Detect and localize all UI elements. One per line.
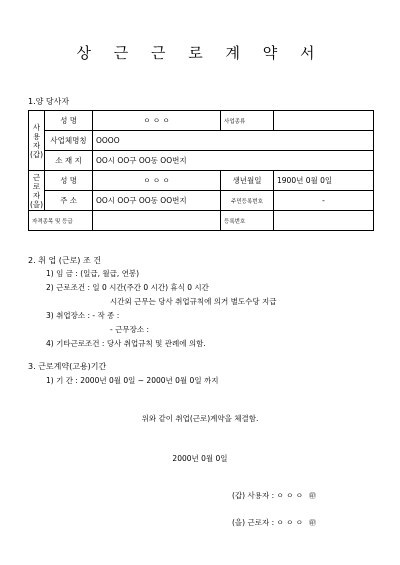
biz-name-value: OOOO	[93, 131, 374, 151]
section-parties-heading: 1.양 당사자	[28, 97, 70, 106]
employee-side-label: 근 로 자 (을)	[29, 172, 44, 209]
closing-statement: 위와 같이 취업(근로)계약을 체결함.	[141, 414, 259, 423]
section-period-heading: 3. 근로계약(고용)기간	[28, 362, 107, 371]
table-row	[29, 191, 374, 211]
resident-number-label: 주민등록번호	[221, 191, 274, 211]
document-title: 상 근 근 로 계 약 서	[76, 44, 324, 62]
working-hours-line: 2) 근로조건 : 일 0 시간(주간 0 시간) 휴식 0 시간	[46, 283, 209, 292]
section-conditions-heading: 2. 취 업 (근로) 조 건	[28, 256, 101, 265]
employee-signature	[232, 517, 316, 528]
birth-value: 1900년 0월 0일	[274, 171, 374, 191]
employee-name-value: ㅇ ㅇ ㅇ	[93, 171, 221, 191]
table-row	[29, 171, 374, 191]
address-label: 소 재 지	[45, 151, 93, 171]
employer-signature-text: (갑) 사용자 : ㅇ ㅇ ㅇ	[232, 491, 304, 500]
other-conditions-line: 4) 기타근로조건 : 당사 취업규칙 및 관례에 의함.	[46, 339, 206, 348]
license-value	[93, 211, 221, 231]
seal-icon: ㊞	[309, 519, 317, 527]
registration-label: 등록번호	[221, 211, 274, 231]
table-row	[29, 131, 374, 151]
address-value: OO시 OO구 OO동 OO번지	[93, 151, 374, 171]
employee-name-label: 성 명	[45, 171, 93, 191]
employer-name-label: 성 명	[45, 111, 93, 131]
contract-date: 2000년 0월 0일	[172, 454, 228, 463]
biz-type-value	[274, 111, 374, 131]
employer-signature	[232, 490, 316, 501]
birth-label: 생년월일	[221, 171, 274, 191]
table-row	[29, 211, 374, 231]
employer-name-value: ㅇ ㅇ ㅇ	[93, 111, 221, 131]
registration-value	[274, 211, 374, 231]
work-location-line: - 근무장소 :	[110, 325, 149, 334]
employer-side-label: 사 용 자 (갑)	[29, 111, 45, 171]
table-row	[29, 151, 374, 171]
period-line: 1) 기 간 : 2000년 0월 0일 ~ 2000년 0월 0일 까지	[46, 376, 219, 385]
license-label: 자격종목 및 등급	[29, 211, 93, 231]
employee-signature-text: (을) 근로자 : ㅇ ㅇ ㅇ	[232, 518, 304, 527]
table-row	[29, 111, 374, 131]
biz-type-label: 사업종류	[221, 111, 274, 131]
seal-icon: ㊞	[309, 492, 317, 500]
parties-table	[28, 110, 374, 231]
resident-number-value: -	[274, 191, 374, 211]
overtime-line: 시간외 근무는 당사 취업규칙에 의거 별도수당 지급	[110, 297, 277, 306]
biz-name-label: 사업체명칭	[45, 131, 93, 151]
wage-line: 1) 임 금 : (일급, 월급, 연봉)	[46, 269, 140, 278]
workplace-line: 3) 취업장소 : - 작 종 :	[46, 311, 120, 320]
employee-address-label: 주 소	[45, 191, 93, 211]
employee-address-value: OO시 OO구 OO동 OO번지	[93, 191, 221, 211]
